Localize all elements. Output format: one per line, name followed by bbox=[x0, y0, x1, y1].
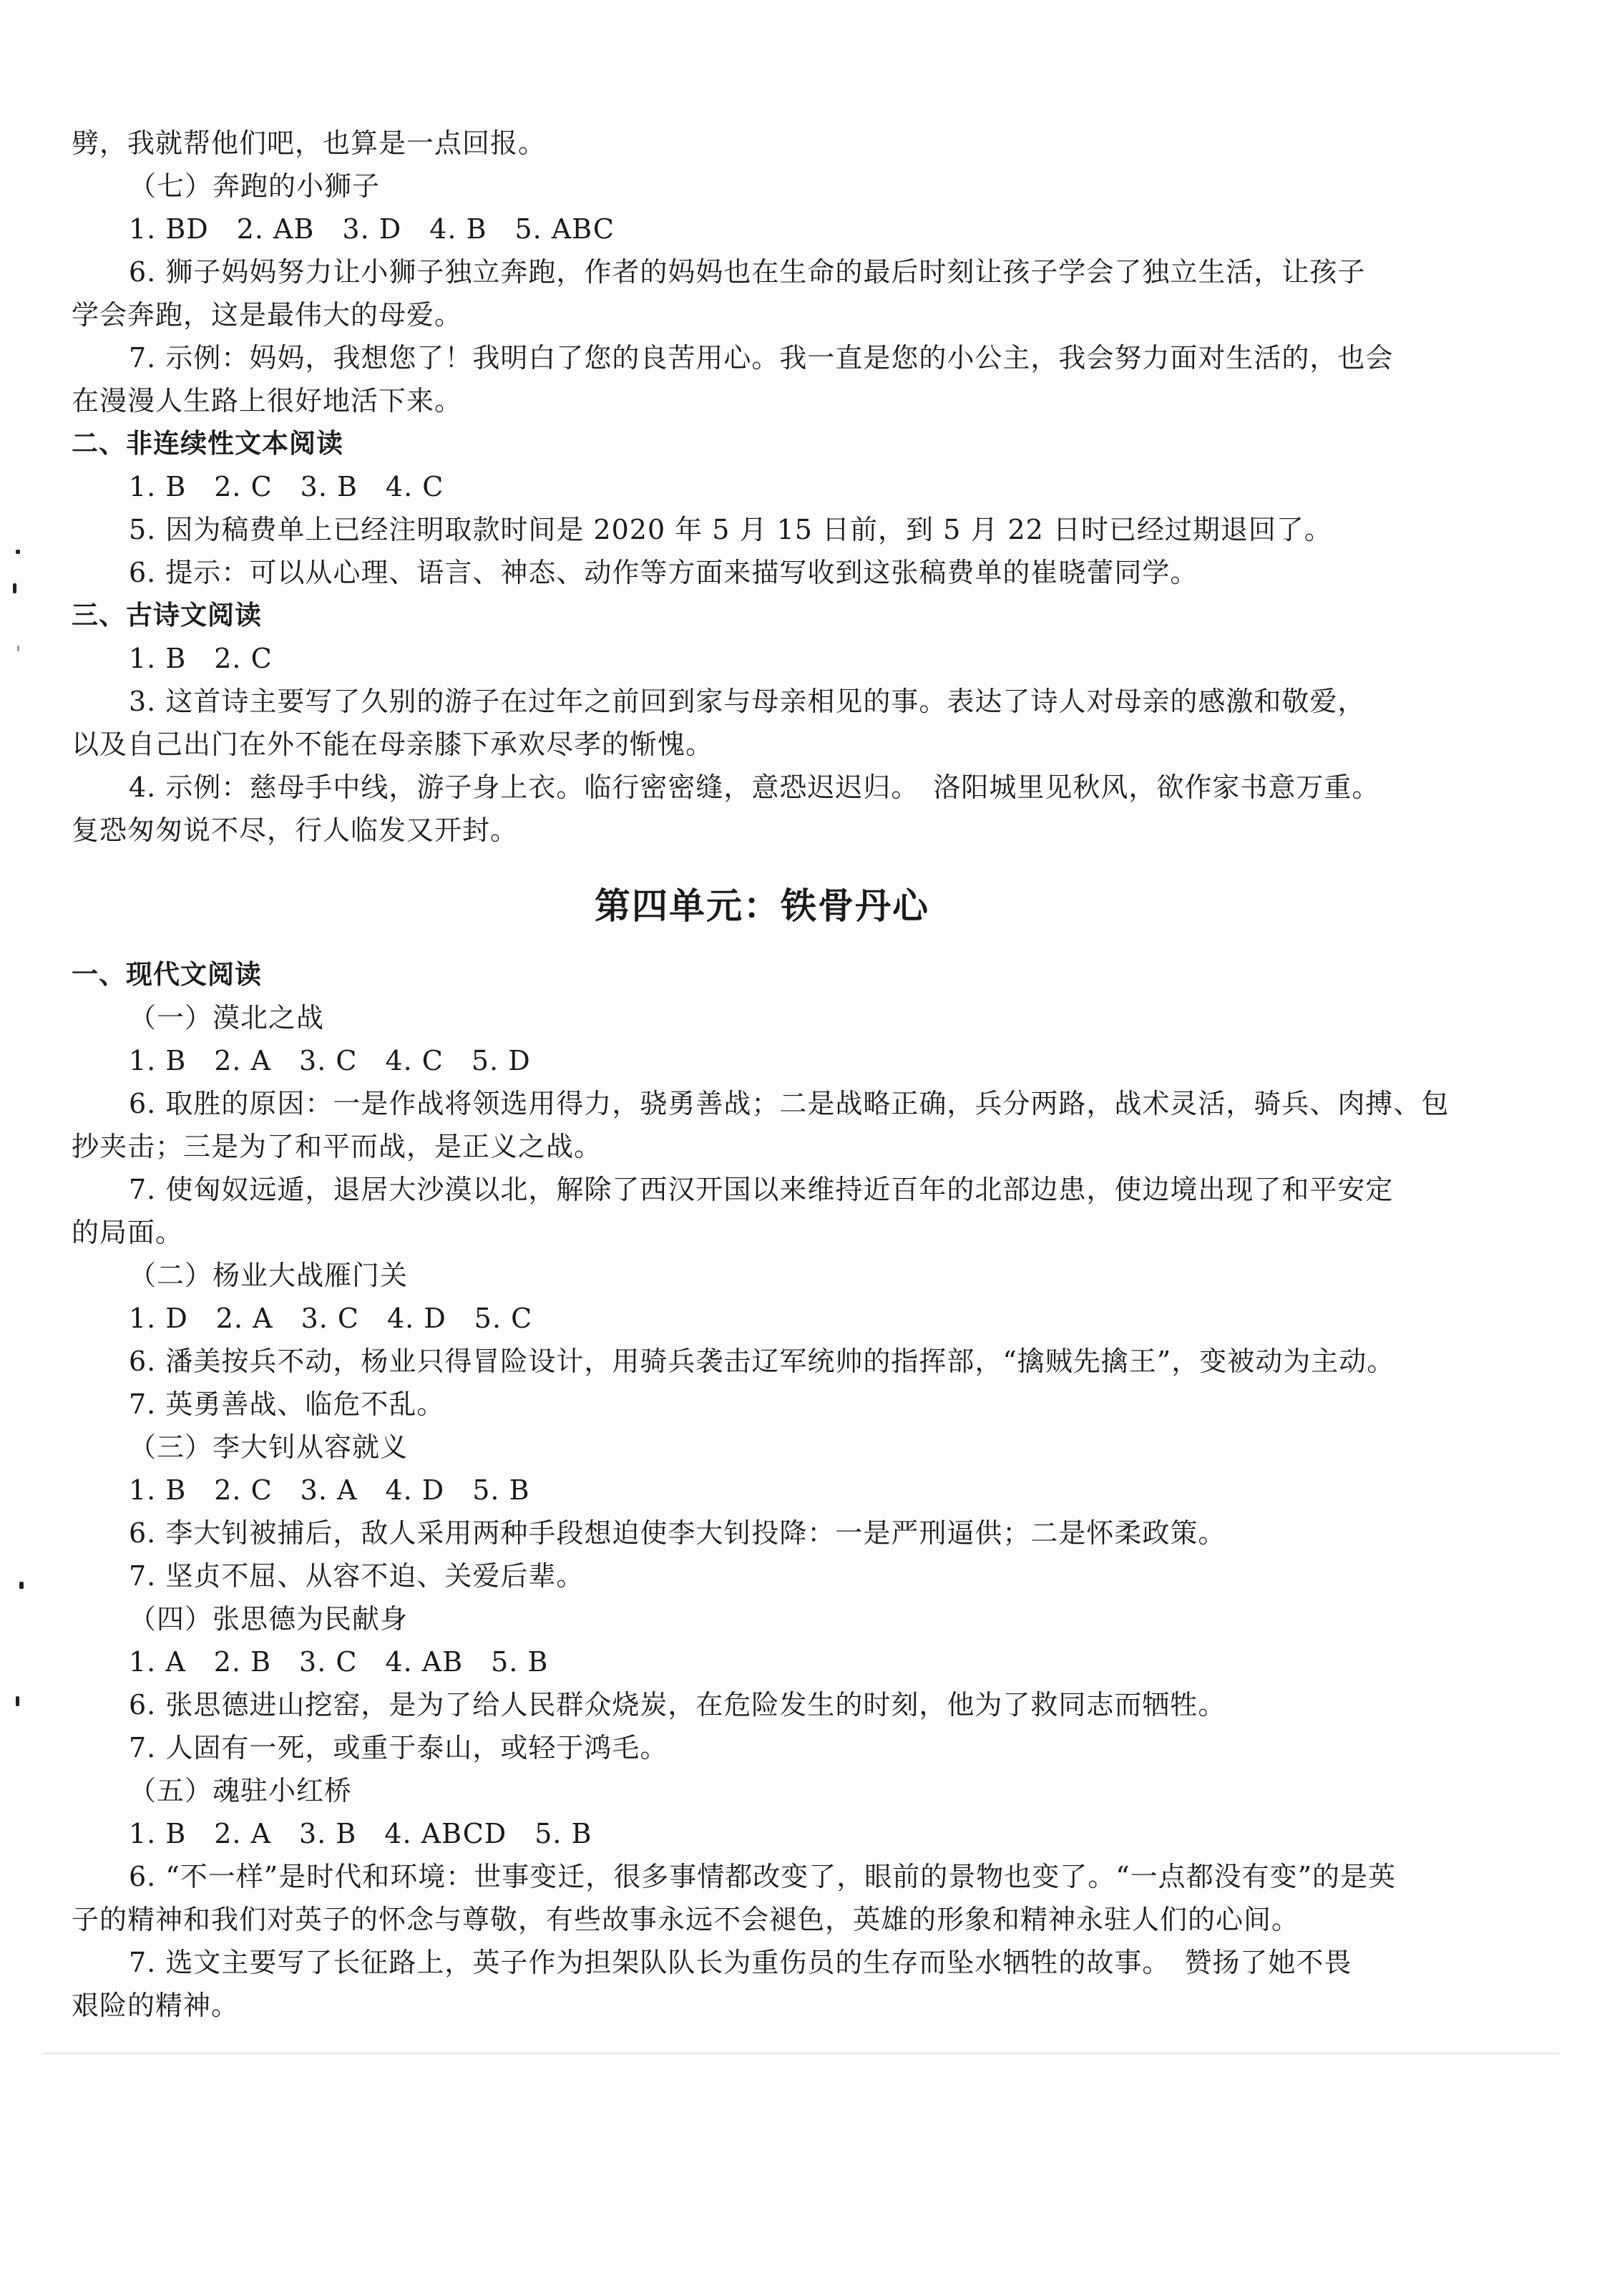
text-line: 劈，我就帮他们吧，也算是一点回报。 bbox=[72, 127, 547, 159]
answer-line: 6. 李大钊被捕后，敌人采用两种手段想迫使李大钊投降：一是严刑逼供；二是怀柔政策。 bbox=[129, 1517, 1226, 1549]
answer-line: 7. 人固有一死，或重于泰山，或轻于鸿毛。 bbox=[129, 1732, 668, 1764]
answer-line: 5. 因为稿费单上已经注明取款时间是 2020 年 5 月 15 日前，到 5 月 22 日时已经过期退回了。 bbox=[129, 514, 1332, 545]
text-line: 子的精神和我们对英子的怀念与尊敬，有些故事永远不会褪色，英雄的形象和精神永驻人们的心间。 bbox=[72, 1904, 1300, 1935]
answer-line: 7. 英勇善战、临危不乱。 bbox=[129, 1388, 445, 1420]
answer-line: 1. D 2. A 3. C 4. D 5. C bbox=[129, 1303, 533, 1334]
scan-speck bbox=[17, 646, 19, 651]
answer-line: 1. A 2. B 3. C 4. AB 5. B bbox=[129, 1646, 549, 1678]
answer-line: 1. B 2. C 3. B 4. C bbox=[129, 471, 444, 502]
answer-line: 1. B 2. C 3. A 4. D 5. B bbox=[129, 1474, 530, 1506]
answer-line: 6. 张思德进山挖窑，是为了给人民群众烧炭，在危险发生的时刻，他为了救同志而牺牲。 bbox=[129, 1689, 1226, 1721]
section-heading: 二、非连续性文本阅读 bbox=[72, 428, 343, 459]
section-heading: 一、现代文阅读 bbox=[72, 959, 262, 990]
answer-line: 6. 取胜的原因：一是作战将领选用得力，骁勇善战；二是战略正确，兵分两路，战术灵活，骑兵、肉搏、包 bbox=[129, 1088, 1450, 1119]
subsection-title: （五）魂驻小红桥 bbox=[129, 1775, 353, 1806]
answer-line: 7. 坚贞不屈、从容不迫、关爱后辈。 bbox=[129, 1560, 585, 1592]
subsection-title: （二）杨业大战雁门关 bbox=[129, 1260, 409, 1291]
answer-line: 3. 这首诗主要写了久别的游子在过年之前回到家与母亲相见的事。表达了诗人对母亲的感激和敬爱， bbox=[129, 686, 1366, 717]
text-line: 抄夹击；三是为了和平而战，是正义之战。 bbox=[72, 1131, 602, 1162]
answer-line: 1. B 2. A 3. B 4. ABCD 5. B bbox=[129, 1818, 592, 1849]
scan-speck bbox=[16, 1696, 19, 1706]
answer-line: 6. 狮子妈妈努力让小狮子独立奔跑，作者的妈妈也在生命的最后时刻让孩子学会了独立生活，让孩子 bbox=[129, 256, 1366, 288]
scan-speck bbox=[19, 1582, 24, 1589]
unit-title: 第四单元：铁骨丹心 bbox=[595, 885, 929, 927]
text-line: 学会奔跑，这是最伟大的母爱。 bbox=[72, 299, 463, 331]
text-line: 的局面。 bbox=[72, 1217, 184, 1248]
answer-line: 7. 使匈奴远遁，退居大沙漠以北，解除了西汉开国以来维持近百年的北部边患，使边境出现了和平安定 bbox=[129, 1174, 1394, 1205]
section-heading: 三、古诗文阅读 bbox=[72, 600, 262, 631]
answer-line: 6. “不一样”是时代和环境：世事变迁，很多事情都改变了，眼前的景物也变了。“一点都没有变”的是英 bbox=[129, 1861, 1397, 1892]
subsection-title: （七）奔跑的小狮子 bbox=[129, 170, 381, 202]
scan-speck bbox=[16, 550, 20, 554]
answer-line: 7. 示例：妈妈，我想您了！我明白了您的良苦用心。我一直是您的小公主，我会努力面对生活的，也会 bbox=[129, 342, 1394, 374]
subsection-title: （四）张思德为民献身 bbox=[129, 1603, 409, 1635]
text-line: 复恐匆匆说不尽，行人临发又开封。 bbox=[72, 814, 519, 846]
text-line: 艰险的精神。 bbox=[72, 1990, 240, 2021]
text-line: 以及自己出门在外不能在母亲膝下承欢尽孝的惭愧。 bbox=[72, 729, 714, 760]
subsection-title: （三）李大钊从容就义 bbox=[129, 1431, 409, 1463]
answer-line: 6. 潘美按兵不动，杨业只得冒险设计，用骑兵袭击辽军统帅的指挥部，“擒贼先擒王”，变被动为主动。 bbox=[129, 1346, 1395, 1377]
answer-line: 4. 示例：慈母手中线，游子身上衣。临行密密缝，意恐迟迟归。 洛阳城里见秋风，欲作家书意万重。 bbox=[129, 772, 1380, 803]
answer-line: 1. B 2. A 3. C 4. C 5. D bbox=[129, 1045, 531, 1076]
answer-line: 1. BD 2. AB 3. D 4. B 5. ABC bbox=[129, 213, 615, 245]
scan-speck bbox=[13, 583, 16, 593]
page-bottom-rule bbox=[43, 2053, 1560, 2054]
subsection-title: （一）漠北之战 bbox=[129, 1002, 325, 1033]
answer-line: 6. 提示：可以从心理、语言、神态、动作等方面来描写收到这张稿费单的崔晓蕾同学。 bbox=[129, 557, 1198, 588]
text-line: 在漫漫人生路上很好地活下来。 bbox=[72, 385, 463, 417]
answer-line: 7. 选文主要写了长征路上，英子作为担架队队长为重伤员的生存而坠水牺牲的故事。 赞扬了她不畏 bbox=[129, 1947, 1352, 1978]
answer-line: 1. B 2. C bbox=[129, 643, 273, 674]
